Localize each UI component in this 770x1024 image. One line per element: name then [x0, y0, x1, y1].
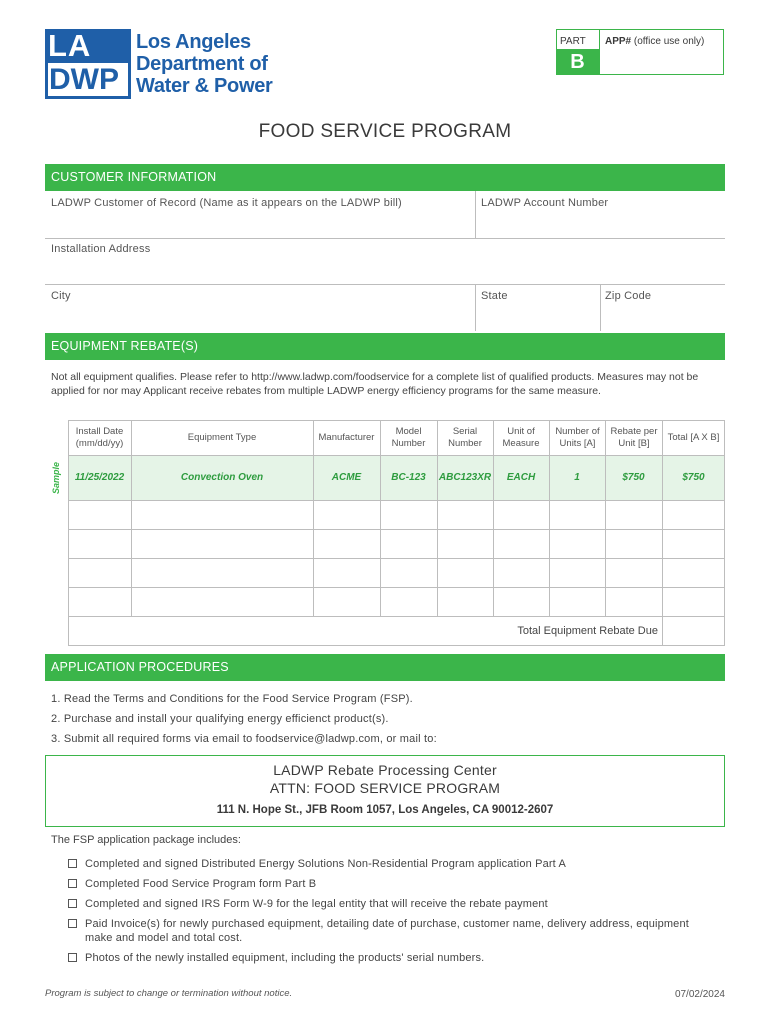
sample-total: $750: [682, 472, 705, 483]
address-line-1: LADWP Rebate Processing Center: [273, 762, 497, 778]
address-line-2: ATTN: FOOD SERVICE PROGRAM: [269, 780, 501, 796]
col-header-manufacturer: Manufacturer: [318, 432, 375, 443]
logo-dwp: DWP: [45, 63, 131, 99]
part-label: PART: [560, 36, 586, 47]
checkbox[interactable]: [68, 859, 77, 868]
package-item: [68, 857, 718, 871]
package-item-text: Completed and signed Distributed Energy Solutions Non-Residential Program application Part A: [85, 858, 566, 870]
customer-record-label: LADWP Customer of Record (Name as it appears on the LADWP bill): [51, 197, 402, 209]
equipment-entry-row-2[interactable]: [69, 530, 724, 558]
col-header-equipment-type: Equipment Type: [187, 432, 257, 443]
footer-date: 07/02/2024: [674, 989, 725, 1000]
divider: [68, 455, 725, 456]
account-number-field[interactable]: [476, 210, 725, 238]
col-header-serial-number: Serial Number: [448, 426, 482, 449]
app-number-label: [605, 36, 704, 47]
installation-address-label: Installation Address: [51, 243, 151, 255]
customer-info-header: CUSTOMER INFORMATION: [45, 164, 725, 191]
divider: [68, 616, 725, 617]
logo-la: LA: [45, 29, 131, 63]
sample-manufacturer: ACME: [331, 472, 362, 483]
app-number-field[interactable]: [600, 50, 724, 75]
customer-record-field[interactable]: [45, 210, 475, 238]
package-item-text: Paid Invoice(s) for newly purchased equipment, detailing date of purchase, customer name, delivery address, equipment make and model and total cost.: [85, 918, 689, 944]
procedure-step-1: 1. Read the Terms and Conditions for the Food Service Program (FSP).: [51, 693, 413, 705]
installation-address-field[interactable]: [45, 257, 725, 284]
col-header-rebate-per-unit: Rebate per Unit [B]: [610, 426, 658, 449]
col-header-total: Total [A X B]: [667, 432, 720, 443]
equipment-entry-row-4[interactable]: [69, 588, 724, 616]
address-line-3: 111 N. Hope St., JFB Room 1057, Los Angeles, CA 90012-2607: [216, 804, 554, 816]
package-intro: The FSP application package includes:: [51, 834, 241, 846]
logo-line1: Los Angeles: [136, 31, 251, 53]
checkbox[interactable]: [68, 899, 77, 908]
col-header-model-number: Model Number: [391, 426, 426, 449]
divider: [45, 284, 725, 285]
col-header-unit-of-measure: Unit of Measure: [502, 426, 540, 449]
state-label: State: [481, 290, 508, 302]
package-item: [68, 897, 718, 911]
package-item: [68, 877, 718, 891]
city-label: City: [51, 290, 71, 302]
col-header-number-of-units: Number of Units [A]: [555, 426, 600, 449]
col-header-install-date: Install Date (mm/dd/yy): [75, 426, 124, 449]
city-field[interactable]: [45, 304, 475, 331]
equipment-entry-row-1[interactable]: [69, 501, 724, 529]
sample-side-label: [45, 455, 67, 500]
total-rebate-field[interactable]: [663, 617, 724, 645]
ladwp-logo-mark: [45, 29, 131, 99]
application-procedures-header: APPLICATION PROCEDURES: [45, 654, 725, 681]
divider: [45, 238, 725, 239]
sample-number-of-units: 1: [574, 472, 580, 483]
package-item-text: Photos of the newly installed equipment, including the products' serial numbers.: [85, 952, 485, 964]
equipment-note: Not all equipment qualifies. Please refer to http://www.ladwp.com/foodservice for a complete list of qualified products. Measures may not be applied for nor may Applicant receive rebates from multiple LADWP energy efficiency programs for the same measure.: [51, 371, 699, 397]
logo-line3: Water & Power: [136, 75, 273, 97]
total-rebate-label: Total Equipment Rebate Due: [517, 625, 658, 637]
checkbox[interactable]: [68, 919, 77, 928]
part-letter: B: [556, 49, 599, 75]
sample-equipment-type: Convection Oven: [180, 472, 264, 483]
sample-rebate-per-unit: $750: [622, 472, 645, 483]
account-number-label: LADWP Account Number: [481, 197, 609, 209]
logo-line2: Department of: [136, 53, 268, 75]
checkbox[interactable]: [68, 953, 77, 962]
sample-serial-number: ABC123XR: [438, 472, 492, 483]
zip-code-field[interactable]: [601, 304, 725, 331]
sample-install-date: 11/25/2022: [74, 472, 125, 483]
state-field[interactable]: [476, 304, 600, 331]
package-item: [68, 951, 718, 965]
logo-wordmark: [136, 31, 273, 97]
checkbox[interactable]: [68, 879, 77, 888]
zip-code-label: Zip Code: [605, 290, 652, 302]
package-item-text: Completed Food Service Program form Part B: [85, 878, 317, 890]
procedure-step-2: 2. Purchase and install your qualifying energy efficienct product(s).: [51, 713, 389, 725]
app-label: APP#: [605, 36, 632, 47]
sample-text: Sample: [51, 461, 62, 494]
app-note: (office use only): [633, 36, 705, 47]
equipment-entry-row-3[interactable]: [69, 559, 724, 587]
equipment-rebates-header: EQUIPMENT REBATE(S): [45, 333, 725, 360]
page-title: FOOD SERVICE PROGRAM: [258, 121, 512, 142]
procedure-step-3: 3. Submit all required forms via email to foodservice@ladwp.com, or mail to:: [51, 733, 437, 745]
sample-unit-of-measure: EACH: [506, 472, 536, 483]
package-item: [68, 917, 718, 945]
package-item-text: Completed and signed IRS Form W-9 for the legal entity that will receive the rebate payment: [85, 898, 548, 910]
sample-model-number: BC-123: [391, 472, 426, 483]
footer-note: Program is subject to change or termination without notice.: [45, 988, 293, 999]
